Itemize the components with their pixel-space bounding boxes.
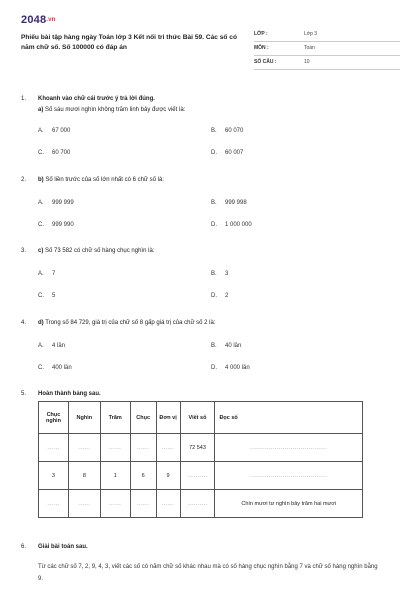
option-d[interactable] — [211, 293, 228, 299]
meta-row-subject — [254, 42, 400, 56]
question-number: 4. — [21, 320, 27, 326]
worksheet-title: Phiếu bài tập hàng ngày Toán lớp 3 Kết nối tri thức Bài 59. Các số có năm chữ số. Số 100000 có đáp án — [21, 34, 237, 51]
option-letter: D. — [211, 222, 217, 228]
site-logo[interactable] — [21, 14, 56, 26]
option-letter: D. — [211, 150, 217, 156]
table-cell[interactable]: ...... — [156, 490, 180, 518]
option-letter: A. — [38, 271, 44, 277]
column-header: Nghìn — [68, 402, 100, 434]
question-text: Số sáu mươi nghìn không trăm linh bảy được viết là: — [45, 107, 186, 113]
table-row — [39, 434, 363, 462]
option-letter: C. — [38, 293, 44, 299]
meta-value: 10 — [304, 59, 310, 65]
option-text: 999 990 — [52, 222, 74, 228]
logo-suffix: .vn — [46, 17, 56, 24]
option-c[interactable] — [38, 150, 70, 156]
table-row — [39, 490, 363, 518]
column-header: Viết số — [180, 402, 215, 434]
table-cell: Chín mươi tư nghìn bảy trăm hai mươi — [215, 490, 363, 518]
option-letter: D. — [211, 293, 217, 299]
question-title: Giải bài toán sau. — [38, 544, 88, 550]
option-d[interactable] — [211, 222, 252, 228]
option-letter: A. — [38, 128, 44, 134]
sub-label: a) — [38, 107, 44, 113]
column-header: Chục nghìn — [39, 402, 69, 434]
option-text: 67 000 — [52, 128, 71, 134]
question-title: Khoanh vào chữ cái trước ý trả lời đúng. — [38, 96, 155, 102]
table-cell[interactable]: ...... — [130, 434, 156, 462]
table-cell: 72 543 — [180, 434, 215, 462]
option-text: 400 lần — [52, 365, 72, 371]
option-d[interactable] — [211, 365, 250, 371]
option-text: 999 998 — [225, 200, 247, 206]
option-letter: A. — [38, 200, 44, 206]
place-value-table — [38, 401, 363, 518]
table-cell: 6 — [130, 462, 156, 490]
option-text: 4 lần — [52, 343, 66, 349]
sub-label: b) — [38, 177, 44, 183]
option-text: 4 000 lần — [225, 365, 250, 371]
option-a[interactable] — [38, 200, 74, 206]
table-cell: 1 — [100, 462, 130, 490]
option-b[interactable] — [211, 343, 241, 349]
table-cell[interactable]: ...................................... — [215, 462, 363, 490]
table-cell[interactable]: ...... — [68, 434, 100, 462]
column-header: Đơn vị — [156, 402, 180, 434]
option-letter: C. — [38, 222, 44, 228]
option-letter: D. — [211, 365, 217, 371]
column-header: Đọc số — [215, 402, 363, 434]
question-text: Trong số 84 729, giá trị của chữ số 8 gấp giá trị của chữ số 2 là: — [45, 320, 216, 326]
meta-label: SỐ CÂU : — [254, 59, 277, 65]
table-cell: 3 — [39, 462, 69, 490]
option-text: 5 — [52, 293, 56, 299]
option-letter: C. — [38, 150, 44, 156]
option-text: 3 — [225, 271, 229, 277]
option-c[interactable] — [38, 293, 55, 299]
option-letter: A. — [38, 343, 44, 349]
option-c[interactable] — [38, 365, 72, 371]
meta-label: LỚP : — [254, 31, 268, 37]
table-cell: 9 — [156, 462, 180, 490]
table-header-row — [39, 402, 363, 434]
table-cell[interactable]: .......... — [180, 462, 215, 490]
worksheet-header — [21, 14, 381, 70]
option-b[interactable] — [211, 271, 228, 277]
option-text: 1 000 000 — [225, 222, 252, 228]
question-text: Số 73 582 có chữ số hàng chục nghìn là: — [45, 248, 155, 254]
table-cell[interactable]: ...... — [68, 490, 100, 518]
question-title: Hoàn thành bảng sau. — [38, 391, 101, 397]
question-number: 6. — [21, 544, 27, 550]
column-header: Trăm — [100, 402, 130, 434]
option-letter: C. — [38, 365, 44, 371]
option-text: 7 — [52, 271, 56, 277]
meta-value: Toán — [304, 45, 315, 51]
option-text: 60 070 — [225, 128, 244, 134]
table-cell: 8 — [68, 462, 100, 490]
option-a[interactable] — [38, 343, 65, 349]
option-a[interactable] — [38, 271, 55, 277]
table-cell[interactable]: ...................................... — [215, 434, 363, 462]
sub-label: c) — [38, 248, 44, 254]
meta-value: Lớp 3 — [304, 31, 318, 37]
table-cell[interactable]: ...... — [130, 490, 156, 518]
option-b[interactable] — [211, 200, 247, 206]
option-a[interactable] — [38, 128, 70, 134]
option-text: 999 999 — [52, 200, 74, 206]
option-letter: B. — [211, 343, 217, 349]
question-number: 1. — [21, 96, 27, 102]
table-row — [39, 462, 363, 490]
option-d[interactable] — [211, 150, 243, 156]
question-text: Số liền trước của số lớn nhất có 6 chữ số là: — [45, 177, 164, 183]
meta-info-panel — [254, 28, 400, 70]
option-letter: B. — [211, 200, 217, 206]
option-text: 2 — [225, 293, 229, 299]
option-c[interactable] — [38, 222, 74, 228]
option-letter: B. — [211, 128, 217, 134]
meta-label: MÔN : — [254, 45, 269, 51]
option-text: 60 700 — [52, 150, 71, 156]
option-b[interactable] — [211, 128, 243, 134]
option-text: 40 lần — [225, 343, 242, 349]
question-6-text: Từ các chữ số 7, 2, 9, 4, 3, viết các số có năm chữ số khác nhau mà có số hàng chục nghìn bằng 7 và chữ số hàng nghìn bằng 9. — [38, 564, 378, 582]
option-letter: B. — [211, 271, 217, 277]
table-cell[interactable]: ...... — [100, 490, 130, 518]
table-cell[interactable]: .......... — [180, 490, 215, 518]
table-cell[interactable]: ...... — [156, 434, 180, 462]
table-cell[interactable]: ...... — [39, 490, 69, 518]
column-header: Chục — [130, 402, 156, 434]
meta-row-class — [254, 28, 400, 42]
meta-row-question-count — [254, 56, 400, 70]
option-text: 60 007 — [225, 150, 244, 156]
logo-text: 2048 — [21, 14, 47, 26]
sub-label: d) — [38, 320, 44, 326]
question-number: 3. — [21, 248, 27, 254]
question-number: 2. — [21, 177, 27, 183]
table-cell[interactable]: ...... — [100, 434, 130, 462]
question-number: 5. — [21, 391, 27, 397]
table-cell[interactable]: ...... — [39, 434, 69, 462]
